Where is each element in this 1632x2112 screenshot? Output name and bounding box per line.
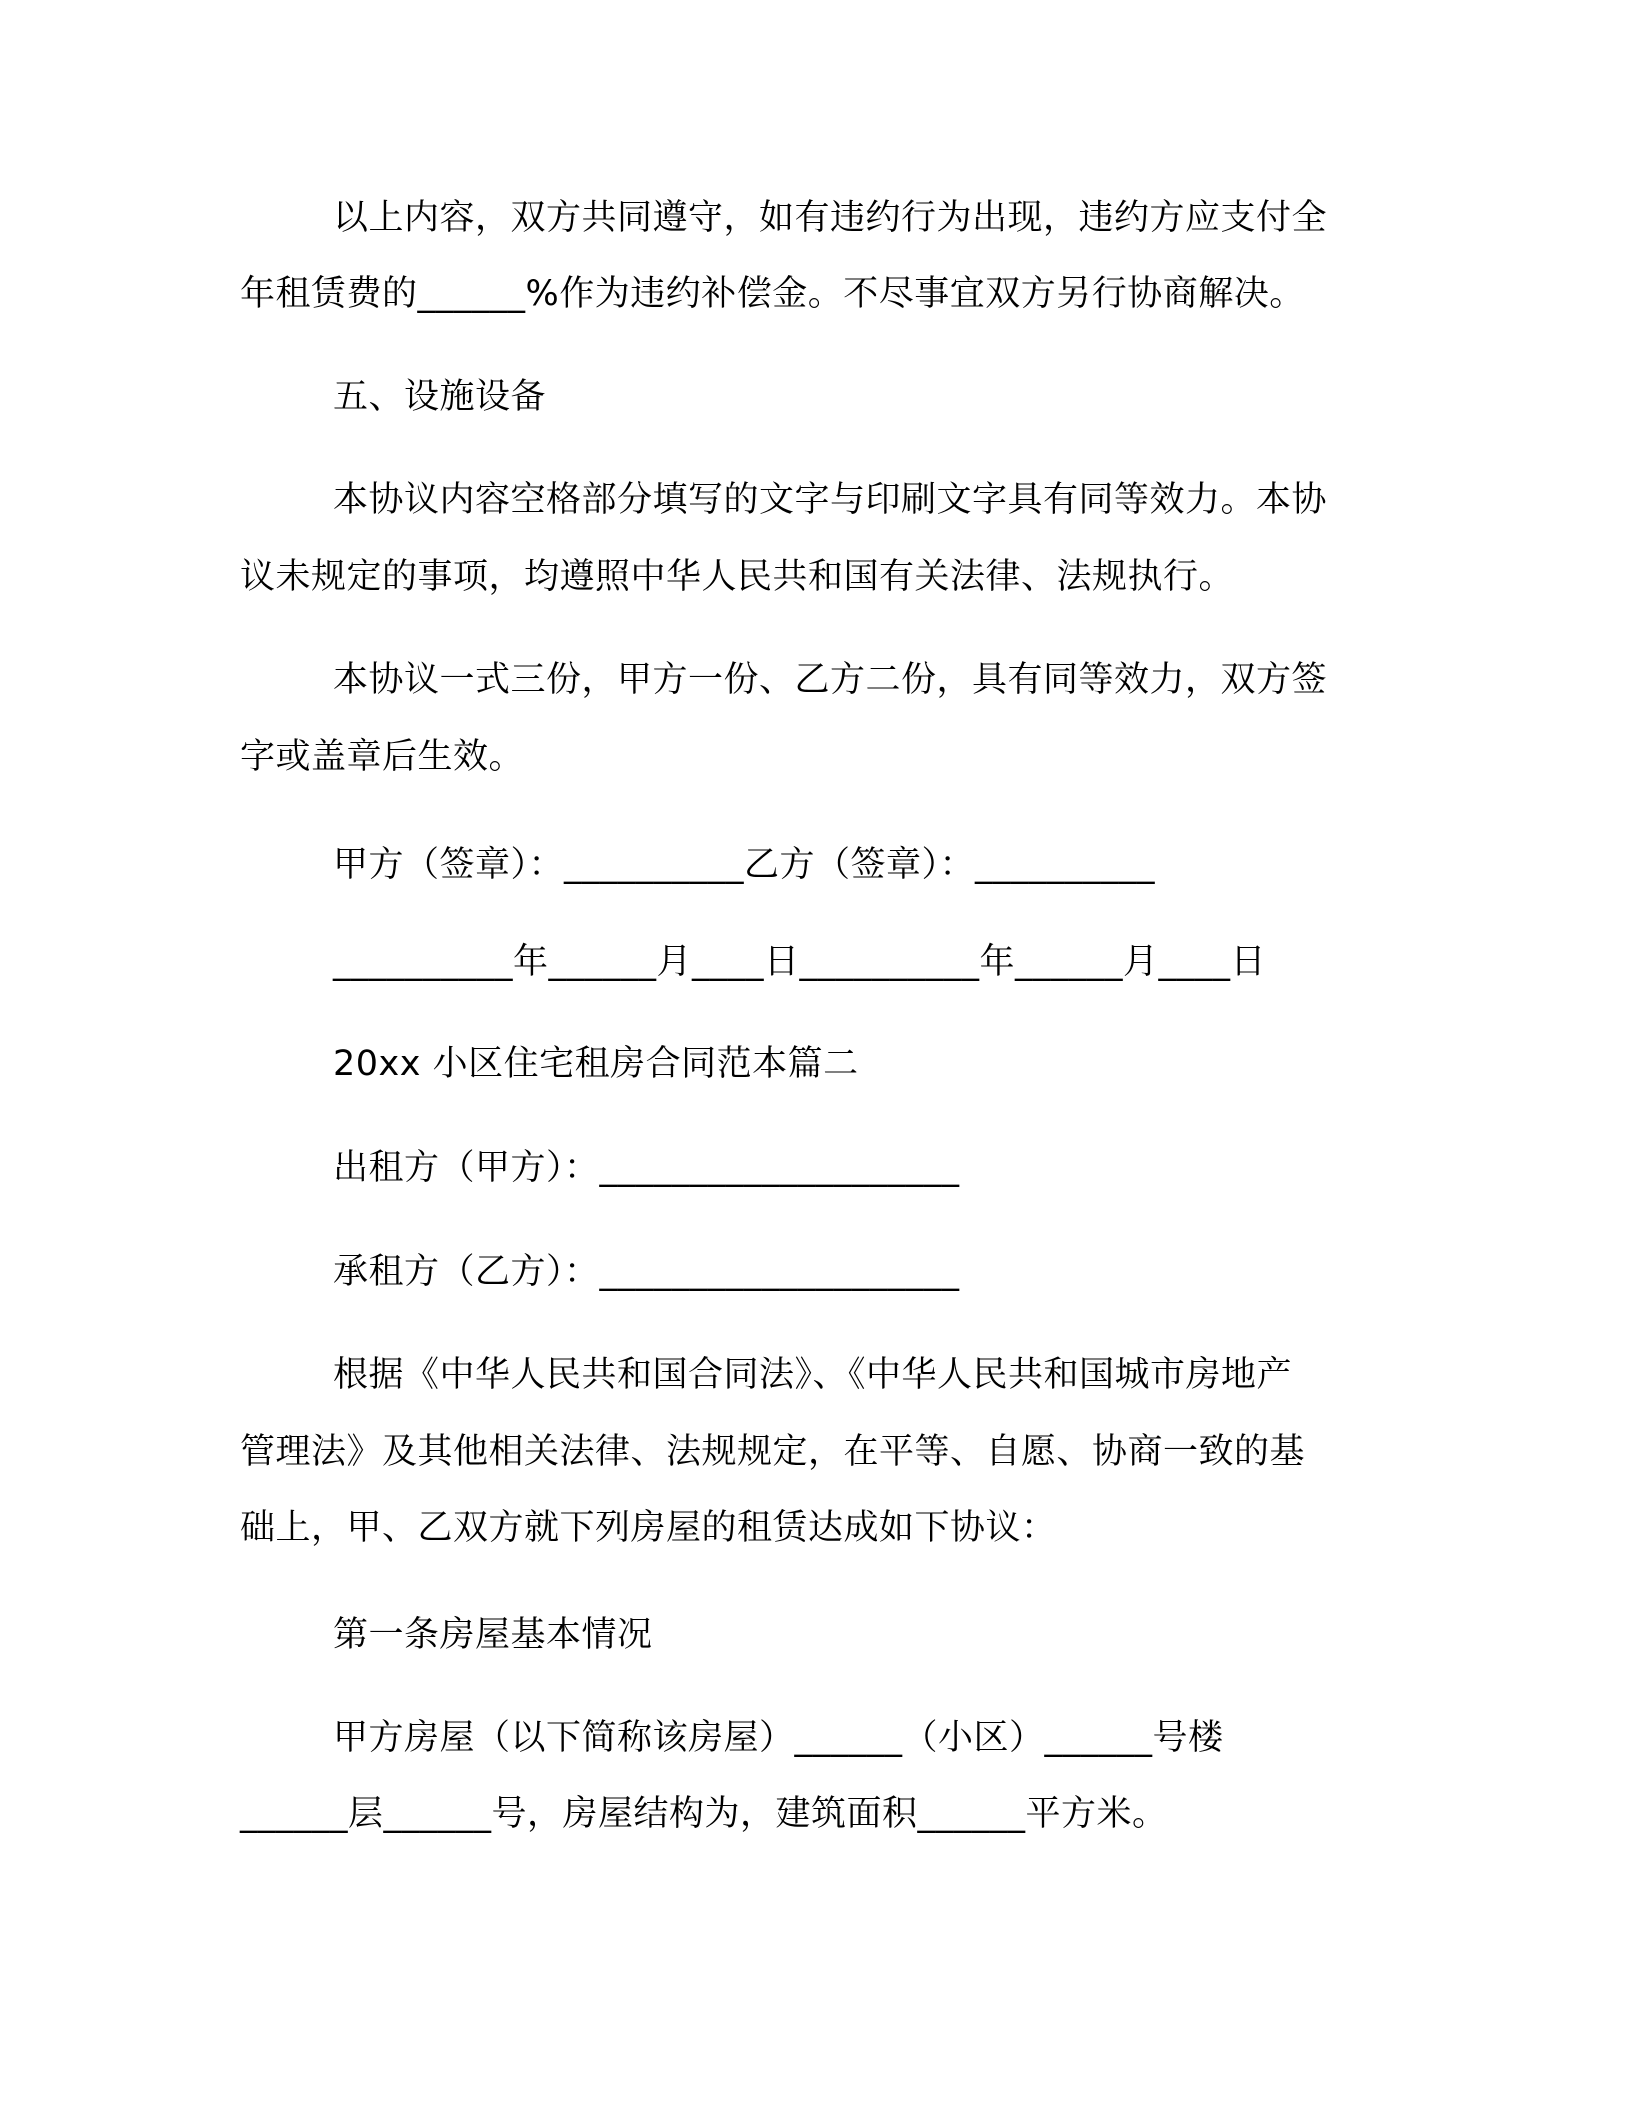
article-heading: 第一条房屋基本情况 bbox=[333, 1615, 653, 1655]
lessor-field: 出租方（甲方）：____________________ bbox=[333, 1148, 960, 1188]
paragraph-line: 根据《中华人民共和国合同法》、《中华人民共和国城市房地产 bbox=[333, 1355, 1293, 1395]
lessee-field: 承租方（乙方）：____________________ bbox=[333, 1252, 960, 1292]
section-heading: 五、设施设备 bbox=[333, 377, 547, 417]
paragraph-line: 字或盖章后生效。 bbox=[240, 737, 525, 777]
paragraph-line: 以上内容，双方共同遵守，如有违约行为出现，违约方应支付全 bbox=[333, 198, 1328, 238]
paragraph-line: 本协议内容空格部分填写的文字与印刷文字具有同等效力。本协 bbox=[333, 480, 1328, 520]
paragraph-line: ______层______号，房屋结构为，建筑面积______平方米。 bbox=[240, 1794, 1168, 1834]
paragraph-line: 甲方房屋（以下简称该房屋）______（小区）______号楼 bbox=[333, 1718, 1224, 1758]
paragraph-line: 础上，甲、乙双方就下列房屋的租赁达成如下协议： bbox=[240, 1508, 1057, 1548]
date-line: __________年______月____日__________年______月____日 bbox=[333, 942, 1267, 982]
paragraph-line: 年租赁费的______%作为违约补偿金。不尽事宜双方另行协商解决。 bbox=[240, 274, 1305, 314]
paragraph-line: 议未规定的事项，均遵照中华人民共和国有关法律、法规执行。 bbox=[240, 557, 1235, 597]
signature-line: 甲方（签章）：__________乙方（签章）：__________ bbox=[333, 845, 1156, 885]
paragraph-line: 本协议一式三份，甲方一份、乙方二份，具有同等效力，双方签 bbox=[333, 660, 1328, 700]
contract-title: 20xx 小区住宅租房合同范本篇二 bbox=[333, 1044, 859, 1084]
paragraph-line: 管理法》及其他相关法律、法规规定，在平等、自愿、协商一致的基 bbox=[240, 1432, 1306, 1472]
